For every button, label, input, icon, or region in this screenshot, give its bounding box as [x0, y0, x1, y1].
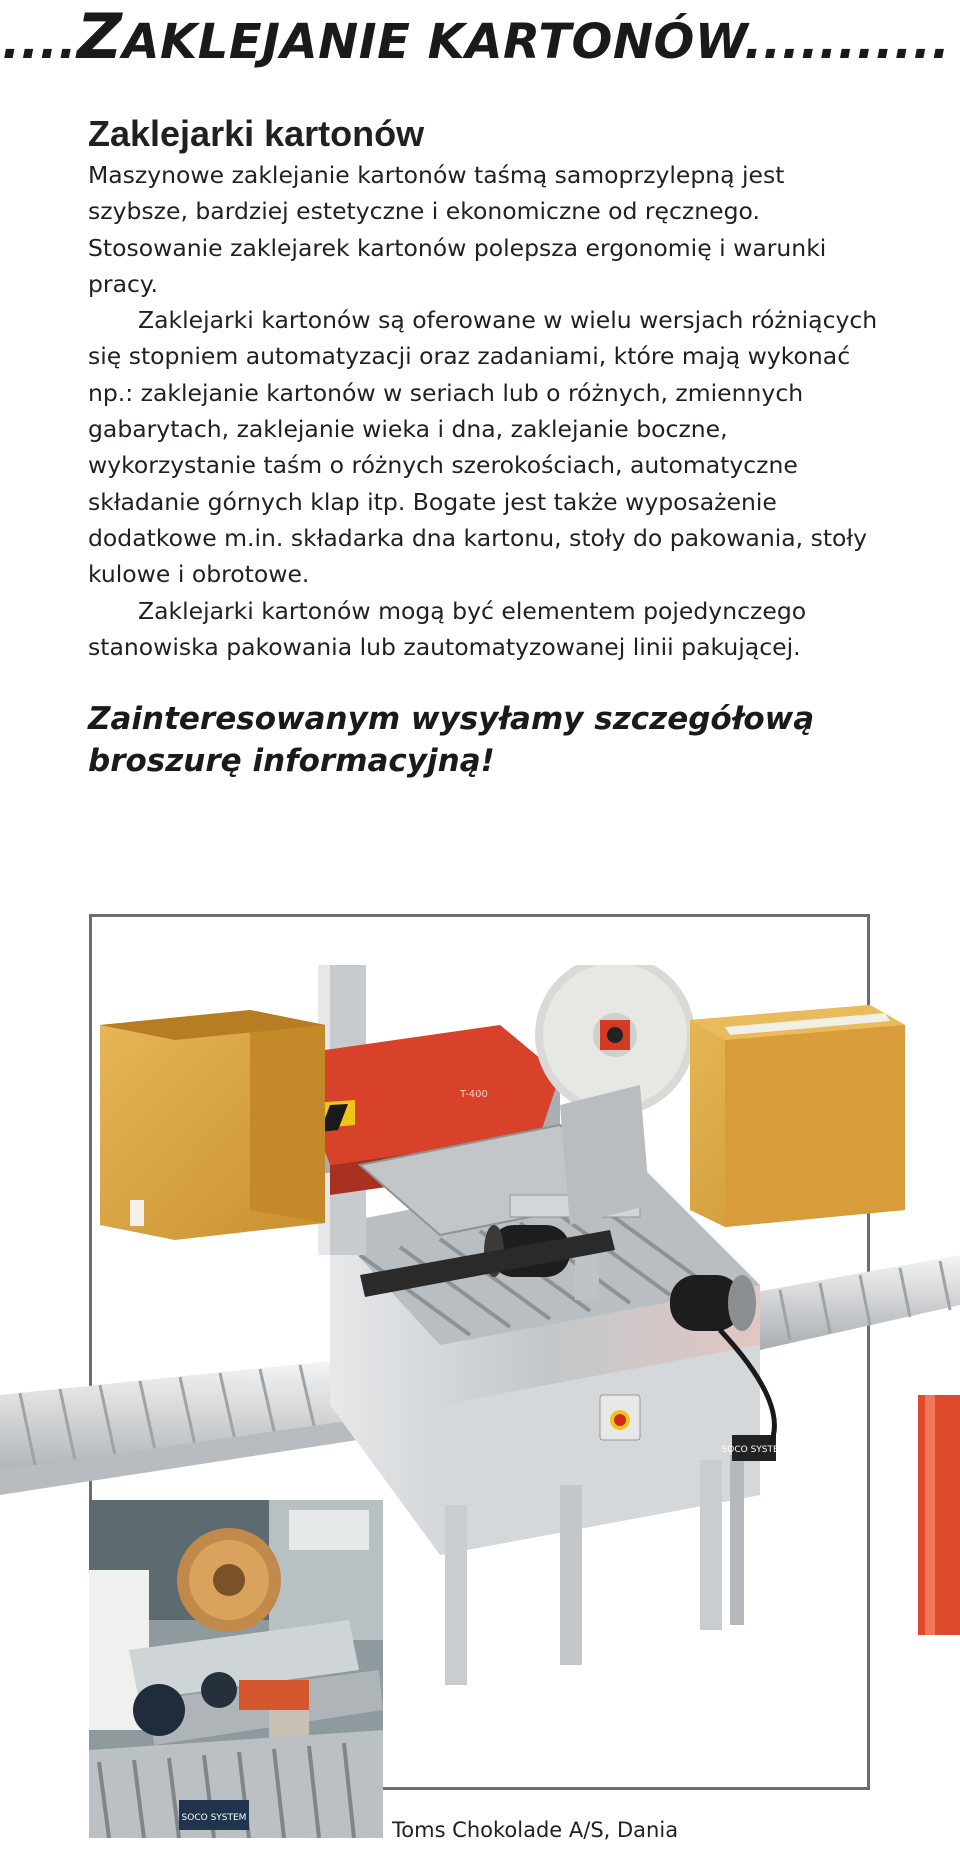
- machine-model-label: T-400: [460, 1089, 488, 1100]
- photo-caption: Toms Chokolade A/S, Dania: [392, 1818, 679, 1842]
- inset-photo: [89, 1500, 383, 1838]
- page-header-title: [2, 2, 958, 72]
- section-heading: Zaklejarki kartonów: [88, 113, 425, 154]
- machine-brand-label: SOCO SYSTEM: [721, 1445, 787, 1455]
- inset-photo-illustration: [89, 1500, 383, 1838]
- paragraph-3: Zaklejarki kartonów mogą być elementem pojedynczego stanowiska pakowania lub zautomatyzowanej linii pakującej.: [88, 596, 807, 661]
- header-dots-right: ...........: [744, 14, 951, 70]
- header-title-initial: Z: [76, 0, 123, 73]
- body-text: [88, 157, 888, 665]
- header-title-text: AKLEJANIE KARTONÓW: [122, 14, 745, 70]
- inset-brand-label: SOCO SYSTEM: [181, 1813, 247, 1823]
- paragraph-2: Zaklejarki kartonów są oferowane w wielu wersjach różniących się stopniem automatyzacji oraz zadaniami, które mają wykonać np.: zaklejanie kartonów w seriach lub o różnych, zmiennych gabarytach, zaklejanie wieka i dna, zaklejanie boczne, wykorzystanie taśm o różnych szerokościach, automatyczne składanie górnych klap itp. Bogate jest także wyposażenie dodatkowe m.in. składarka dna kartonu, stoły do pakowania, stoły kulowe i obrotowe.: [88, 306, 878, 589]
- header-dots-left: ....: [2, 14, 77, 70]
- paragraph-1: Maszynowe zaklejanie kartonów taśmą samoprzylepną jest szybsze, bardziej estetyczne i ekonomiczne od ręcznego. Stosowanie zaklejarek kartonów polepsza ergonomię i warunki pracy.: [88, 161, 827, 298]
- brochure-call-to-action: Zainteresowanym wysyłamy szczegółową broszurę informacyjną!: [88, 701, 815, 779]
